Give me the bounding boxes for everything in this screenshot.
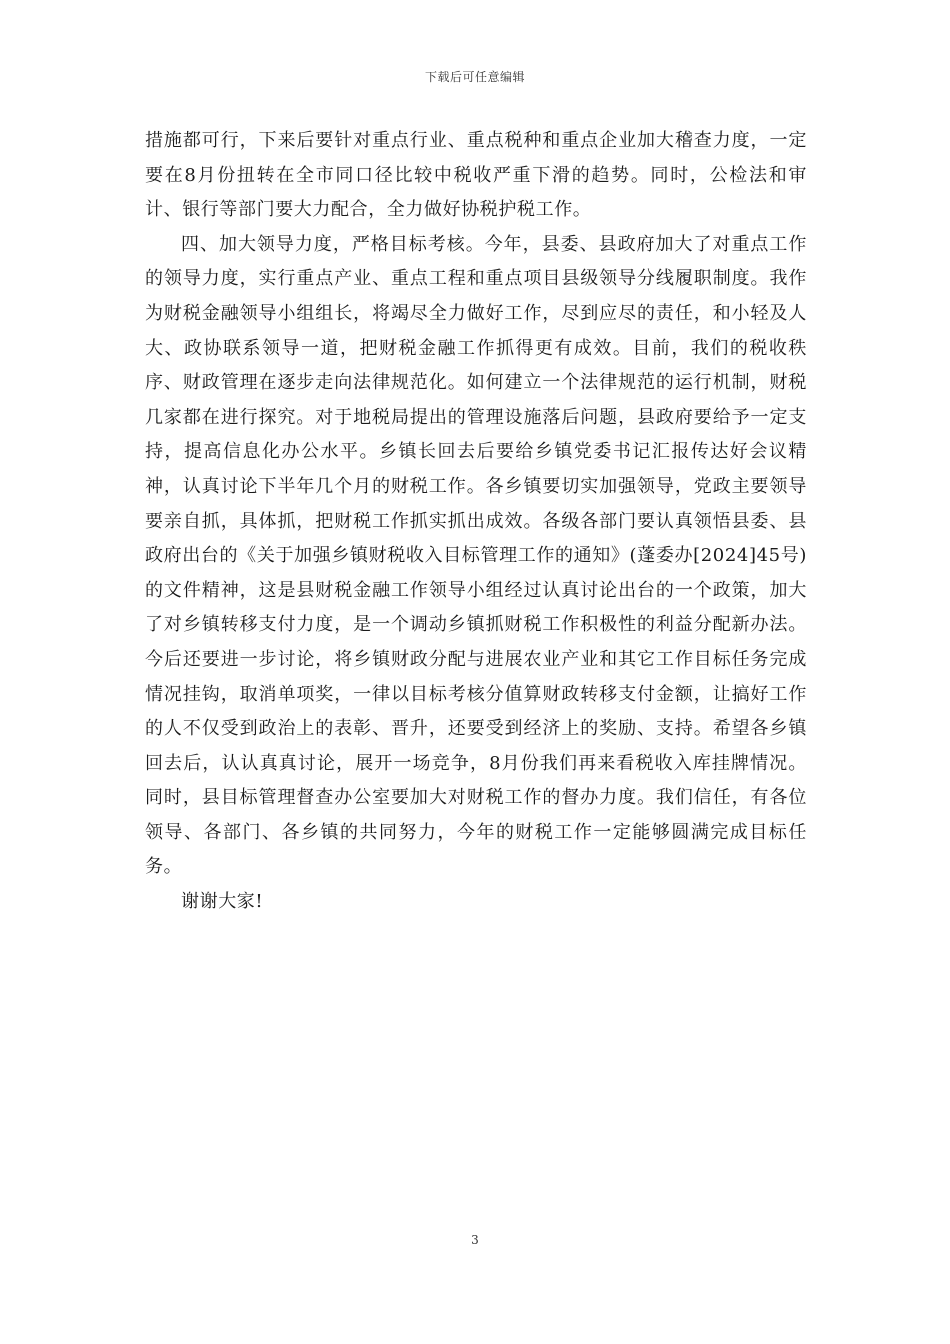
document-body — [145, 124, 807, 920]
paragraph-closing: 谢谢大家! — [181, 891, 264, 913]
header-note: 下载后可任意编辑 — [424, 70, 525, 84]
page-number: 3 — [471, 1233, 479, 1247]
paragraph-continuation: 措施都可行，下来后要针对重点行业、重点税种和重点企业加大稽查力度，一定要在8月份扭转在全市同口径比较中税收严重下滑的趋势。同时，公检法和审计、银行等部门要大力配合，全力做好协税护税工作。 — [145, 130, 807, 221]
paragraph-section-four: 四、加大领导力度，严格目标考核。今年，县委、县政府加大了对重点工作的领导力度，实行重点产业、重点工程和重点项目县级领导分线履职制度。我作为财税金融领导小组组长，将竭尽全力做好工作，尽到应尽的责任，和小轻及人大、政协联系领导一道，把财税金融工作抓得更有成效。目前，我们的税收秩序、财政管理在逐步走向法律规范化。如何建立一个法律规范的运行机制，财税几家都在进行探究。对于地税局提出的管理设施落后问题，县政府要给予一定支持，提高信息化办公水平。乡镇长回去后要给乡镇党委书记汇报传达好会议精神，认真讨论下半年几个月的财税工作。各乡镇要切实加强领导，党政主要领导要亲自抓，具体抓，把财税工作抓实抓出成效。各级各部门要认真领悟县委、县政府出台的《关于加强乡镇财税收入目标管理工作的通知》(蓬委办[2024]45号)的文件精神，这是县财税金融工作领导小组经过认真讨论出台的一个政策，加大了对乡镇转移支付力度，是一个调动乡镇抓财税工作积极性的利益分配新办法。今后还要进一步讨论，将乡镇财政分配与进展农业产业和其它工作目标任务完成情况挂钩，取消单项奖，一律以目标考核分值算财政转移支付金额，让搞好工作的人不仅受到政治上的表彰、晋升，还要受到经济上的奖励、支持。希望各乡镇回去后，认认真真讨论，展开一场竞争，8月份我们再来看税收入库挂牌情况。同时，县目标管理督查办公室要加大对财税工作的督办力度。我们信任，有各位领导、各部门、各乡镇的共同努力，今年的财税工作一定能够圆满完成目标任务。 — [145, 233, 807, 878]
